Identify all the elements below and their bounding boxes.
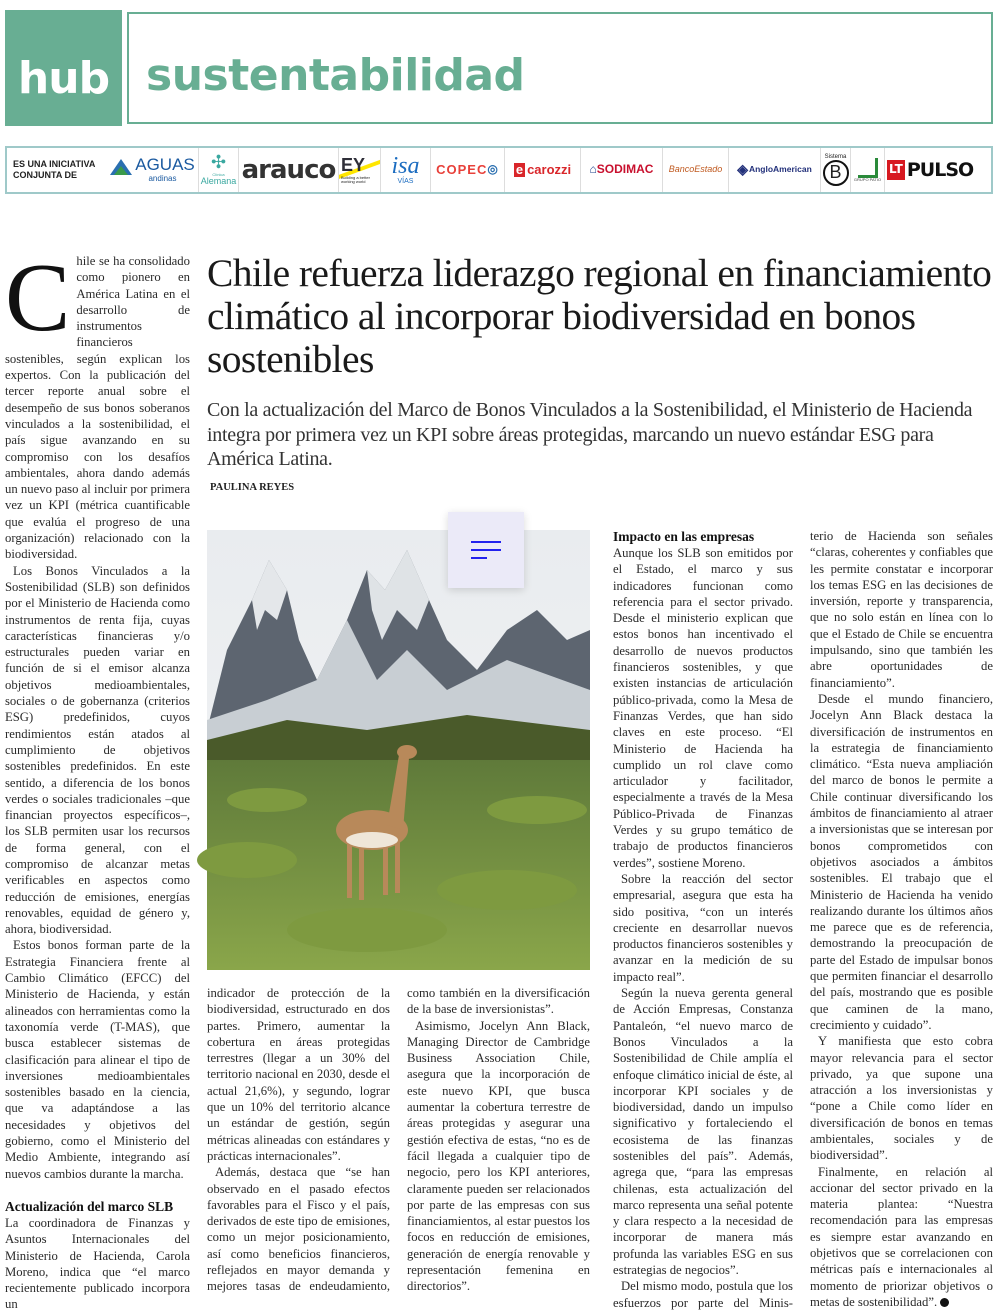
logo-aguas-andinas xyxy=(107,148,199,192)
house-icon: ⌂ xyxy=(589,162,597,177)
menu-lines-icon xyxy=(471,549,501,551)
end-of-article-icon xyxy=(940,1298,949,1307)
logo-arauco xyxy=(239,148,339,192)
logo-angloamerican xyxy=(729,148,821,192)
knot-icon: ✣ xyxy=(210,151,227,172)
logo-grupo-patio xyxy=(851,148,885,192)
logo-text: andinas xyxy=(148,173,177,183)
logo-clinica-alemana xyxy=(199,148,239,192)
article-column-5 xyxy=(810,528,993,1309)
deck: Con la actualización del Marco de Bonos Vinculados a la Sostenibilidad, el Ministerio de Hacienda integra por primera vez un KPI sobre áreas protegidas, marcando un nuevo estándar ESG para América Latina. xyxy=(207,399,973,470)
logo-sodimac xyxy=(581,148,663,192)
copec-emblem-icon: ◎ xyxy=(487,162,499,177)
paragraph: Estos bonos forman parte de la Estrategia Financiera frente al Cambio Climático (EFCC) del Ministerio de Hacienda, y están alineados con herramientas como la taxonomía verde (T-MAS), que busca establecer sistemas de clasificación para alinear el tipo de inversiones medioambientales sostenibles basado en la ciencia, que va adaptándose a las necesidades y objetivos del gobierno, como el Ministerio del Medio Ambiente, integrando así nuevos cambios durante la marcha. xyxy=(5,938,190,1181)
logo-text: carozzi xyxy=(527,161,572,177)
logo-bancoestado xyxy=(663,148,729,192)
logo-text: Clínica xyxy=(212,171,225,177)
logo-lt-pulso xyxy=(885,148,975,192)
guanaco-landscape-image xyxy=(207,530,590,970)
logo-isa-vias xyxy=(381,148,431,192)
paragraph: Además, destaca que “se han observado en el pasado efectos favorables para el Fisco y el país, derivados de este tipo de emisiones, como un mejor posicionamiento, así como beneficios financieros, reflejados en mayor demanda y mejores tasas de endeudamiento, xyxy=(207,1165,390,1294)
menu-lines-icon xyxy=(471,557,487,559)
logo-ey xyxy=(339,148,381,192)
paragraph xyxy=(5,244,190,563)
logo-text: PULSO xyxy=(906,158,974,181)
section-title-text: sustentabilidad xyxy=(146,50,525,101)
article-column-4 xyxy=(613,528,793,1310)
hub-logo xyxy=(5,10,122,126)
headline: Chile refuerza liderazgo regional en financiamiento climático al incorporar biodiversidad en bonos sostenibles xyxy=(207,251,992,381)
logo-text: EY xyxy=(341,154,366,175)
logo-copec xyxy=(431,148,505,192)
logo-text: GRUPO PATIO xyxy=(853,176,882,182)
hub-logo-text: hub xyxy=(17,53,110,104)
menu-lines-icon xyxy=(471,541,501,543)
paragraph: Y manifiesta que esto cobra mayor relevancia para el sector privado, ya que supone una atracción a los inversionistas y “pone a Chile como líder en diversificación de bonos en temas ambientales, sociales y de biodiversidad”. xyxy=(810,1034,993,1163)
logo-text: isa xyxy=(391,153,420,180)
article-column-2 xyxy=(207,985,390,1295)
paragraph: Asimismo, Jocelyn Ann Black, Managing Director de Cambridge Business Association Chile, asegura que la incorporación de este nuevo KPI, que busca aumentar la cobertura terrestre de áreas protegidas y asegurar una gestión efectiva de estas, “no es de fácil llegada a cualquier tipo de negocio, pero los KPI anteriores, claramente pueden ser relacionados por parte de las empresas con sus financiamientos, al estar puestos los focos en reducción de emisiones, generación de energía renovable y representación femenina en directorios”. xyxy=(407,1018,590,1294)
sponsor-intro xyxy=(11,148,107,192)
logo-text: VÍAS xyxy=(397,178,414,186)
logo-carozzi xyxy=(505,148,581,192)
paragraph: indicador de protección de la biodiversidad, estructurado en dos partes. Primero, aumentar la cobertura en áreas protegidas terrestres (llegar a un 30% del territorio nacional en 2030, desde el actual 21,6%), y segundo, lograr que un 10% del territorio alcance un estándar de gestión, según métricas alineadas con estándares y prácticas internacionales”. xyxy=(207,986,390,1163)
logo-text: COPEC xyxy=(436,161,488,177)
article-header xyxy=(207,252,997,494)
paragraph: Aunque los SLB son emitidos por el Estado, el marco y sus indicadores funcionan como referencia para el sector privado. Desde el ministerio explican que estos bonos han incentivado el desarrollo de nuevos productos financieros sostenibles, y que existen instancias de articulación público-privada, como la Mesa de Finanzas Verdes, que han sido claves en este proceso. “El Ministerio de Hacienda ha cumplido un rol clave como articulador y facilitador, especialmente a través de la Mesa Público-Privada de Finanzas Verdes y su grupo temático de trabajo de productos financieros verdes”, sostiene Moreno. xyxy=(613,546,793,870)
logo-text: LT xyxy=(887,160,905,179)
subheading: Impacto en las empresas xyxy=(613,529,755,544)
paragraph: terio de Hacienda son señales “claras, coherentes y confiables que les permite constatar e incorporar los temas ESG en las decisiones de inversión, reporte y transparencia, que no solo están en línea con lo que el Estado de Chile se encuentra impulsando, sino que también les abre oportunidades de financiamiento”. xyxy=(810,529,993,690)
sponsor-intro-text: ES UNA INICIATIVA CONJUNTA DE xyxy=(13,159,96,180)
byline: PAULINA REYES xyxy=(210,481,295,493)
anglo-emblem-icon: ◈ xyxy=(737,161,748,178)
logo-text: arauco xyxy=(241,154,336,185)
patio-emblem-icon xyxy=(858,158,878,178)
paragraph-text: hile se ha consolidado como pionero en América Latina en el desarrollo de instrumentos financieros sostenibles, según explican los expertos. Con la publicación del tercer reporte anual sobre el desempeño de sus bonos soberanos vinculados a la sostenibilidad, el país sigue avanzando en su compromiso con los desafíos ambientales, ahora dando además un nuevo paso al incluir por primera vez un KPI (métrica cuantificable que evalúa el progreso de una organización) relacionado con la biodiversidad. xyxy=(5,254,190,562)
drop-cap: C xyxy=(5,244,71,352)
paragraph: La coordinadora de Finanzas y Asuntos Internacionales del Ministerio de Hacienda, Carola Moreno, indica que “el marco recientemente publicado incorpora un xyxy=(5,1215,190,1312)
paragraph-text: Finalmente, en relación al accionar del sector privado en la materia plantea: “Nuestra recomendación para las empresas es siempre estar avanzando en objetivos que se correlacionen con métricas país e internacionales al momento de priorizar objetivos o metas de sostenibilidad”. xyxy=(810,1164,993,1309)
logo-text: Building a better working world xyxy=(341,174,370,184)
subheading: Actualización del marco SLB xyxy=(5,1198,174,1214)
logo-text: B xyxy=(823,160,849,186)
paragraph: Según la nueva gerenta general de Acción Empresas, Constanza Pantaleón, “el nuevo marco de Bonos Vinculados a la Sostenibilidad de Chile amplía el enfoque climático inicial de éste, al incorporar KPI sociales y de biodiversidad, dando un impulso significativo y fortaleciendo el ecosistema de las finanzas sostenibles del país”. Además, agrega que, “para las empresas chilenas, esta actualización del marco representa una señal potente y clara respecto a la necesidad de incorporar de manera más profunda las variables ESG en sus estrategias de negocios”. xyxy=(613,986,793,1278)
logo-text: AngloAmerican xyxy=(748,164,812,175)
sponsor-strip xyxy=(5,146,993,194)
logo-sistema-b xyxy=(821,148,851,192)
menu-button[interactable] xyxy=(448,512,524,588)
logo-text: AGUAS xyxy=(135,155,195,175)
mountain-icon xyxy=(110,157,132,175)
paragraph: Del mismo modo, postula que los esfuerzos por parte del Minis- xyxy=(613,1279,793,1310)
paragraph: Desde el mundo financiero, Jocelyn Ann Black destaca la diversificación de instrumentos en la estrategia de financiamiento climático. “Esta nueva ampliación del marco de bonos le permite a Chile continuar diversificando los ámbitos de financiamiento al atraer a inversionistas que se interesan por bonos comprometidos con objetivos asociados a ámbitos sostenibles. El trabajo que el Ministerio de Hacienda ha venido realizando durante los últimos años me parece que es de referencia, demostrando la preocupación de parte del Estado de impulsar bonos que permiten financiar el desarrollo del país, mostrando que es posible que caminen de la mano, crecimiento y cuidado”. xyxy=(810,691,993,1032)
carozzi-emblem-icon: e xyxy=(515,161,524,177)
paragraph: como también en la diversificación de la base de inversionistas”. xyxy=(407,986,590,1017)
logo-text: BancoEstado xyxy=(668,164,723,175)
paragraph: Sobre la reacción del sector empresarial, asegura que esta ha sido positiva, “con un interés creciente en desarrollar nuevos productos financieros sostenibles y avanzar en la medición de su impacto real”. xyxy=(613,871,793,984)
logo-text: Sistema xyxy=(824,153,847,160)
section-title xyxy=(127,12,993,124)
paragraph: Los Bonos Vinculados a la Sostenibilidad (SLB) son definidos por el Ministerio de Hacienda como instrumentos de renta fija, cuyas características financieras y/o estructurales pueden variar en función de si el emisor alcanza objetivos medioambientales, sociales o de gobernanza (criterios ESG) predefinidos, cuyos rendimientos están atados al cumplimiento de objetivos sostenibles predefinidos. En este sentido, a diferencia de los bonos verdes o sociales tradicionales –que financian proyectos específicos–, los SLB permiten usar los recursos de forma general, con el compromiso de alcanzar metas verificables en aspectos como reducción de emisiones, energías renovables, equidad de género y, ahora, biodiversidad. xyxy=(5,563,190,937)
paragraph xyxy=(810,1164,993,1311)
article-photo xyxy=(207,530,590,970)
article-column-1 xyxy=(5,244,190,1312)
logo-text: Alemana xyxy=(200,176,237,187)
logo-text: SODIMAC xyxy=(596,162,654,177)
article-column-3 xyxy=(407,985,590,1295)
